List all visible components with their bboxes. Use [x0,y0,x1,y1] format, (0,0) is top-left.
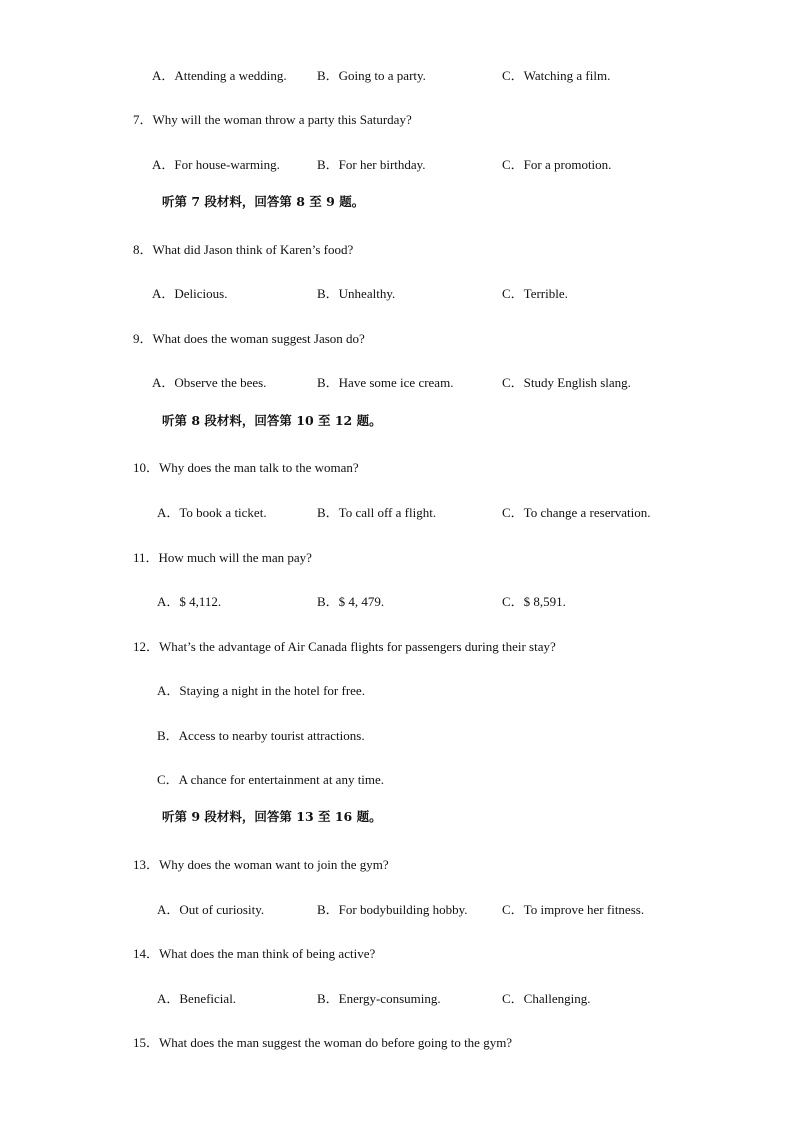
question-8: 8．What did Jason think of Karen’s food? [133,242,354,257]
q8-option-c: C．Terrible. [502,286,568,301]
q9-option-b: B．Have some ice cream. [317,375,454,390]
section-heading-9: 听第 9 段材料，回答第 13 至 16 题。 [162,809,382,824]
question-10: 10．Why does the man talk to the woman? [133,460,359,475]
q6-option-c: C．Watching a film. [502,68,611,83]
q13-option-c: C．To improve her fitness. [502,902,645,917]
q9-option-c: C．Study English slang. [502,375,631,390]
question-15: 15．What does the man suggest the woman do before going to the gym? [133,1035,513,1050]
q7-option-c: C．For a promotion. [502,157,612,172]
question-7: 7．Why will the woman throw a party this Saturday? [133,112,412,127]
q10-option-b: B．To call off a flight. [317,505,437,520]
section-heading-8: 听第 8 段材料，回答第 10 至 12 题。 [162,413,382,428]
q13-option-a: A．Out of curiosity. [157,902,265,917]
q8-option-a: A．Delicious. [152,286,228,301]
q10-option-c: C．To change a reservation. [502,505,651,520]
q11-option-c: C．$ 8,591. [502,594,566,609]
q10-option-a: A．To book a ticket. [157,505,267,520]
q14-option-b: B．Energy-consuming. [317,991,441,1006]
q12-option-a: A．Staying a night in the hotel for free. [157,683,365,698]
q6-option-a: A．Attending a wedding. [152,68,287,83]
question-12: 12．What’s the advantage of Air Canada flights for passengers during their stay? [133,639,556,654]
q14-option-c: C．Challenging. [502,991,591,1006]
q8-option-b: B．Unhealthy. [317,286,396,301]
q7-option-a: A．For house-warming. [152,157,280,172]
q11-option-b: B．$ 4, 479. [317,594,385,609]
q13-option-b: B．For bodybuilding hobby. [317,902,468,917]
question-13: 13．Why does the woman want to join the gym? [133,857,389,872]
q6-option-b: B．Going to a party. [317,68,426,83]
question-11: 11．How much will the man pay? [133,550,312,565]
question-9: 9．What does the woman suggest Jason do? [133,331,365,346]
q11-option-a: A．$ 4,112. [157,594,222,609]
q14-option-a: A．Beneficial. [157,991,237,1006]
question-14: 14．What does the man think of being active? [133,946,376,961]
q7-option-b: B．For her birthday. [317,157,426,172]
q9-option-a: A．Observe the bees. [152,375,267,390]
section-heading-7: 听第 7 段材料，回答第 8 至 9 题。 [162,194,365,209]
q12-option-c: C．A chance for entertainment at any time. [157,772,385,787]
q12-option-b: B．Access to nearby tourist attractions. [157,728,365,743]
